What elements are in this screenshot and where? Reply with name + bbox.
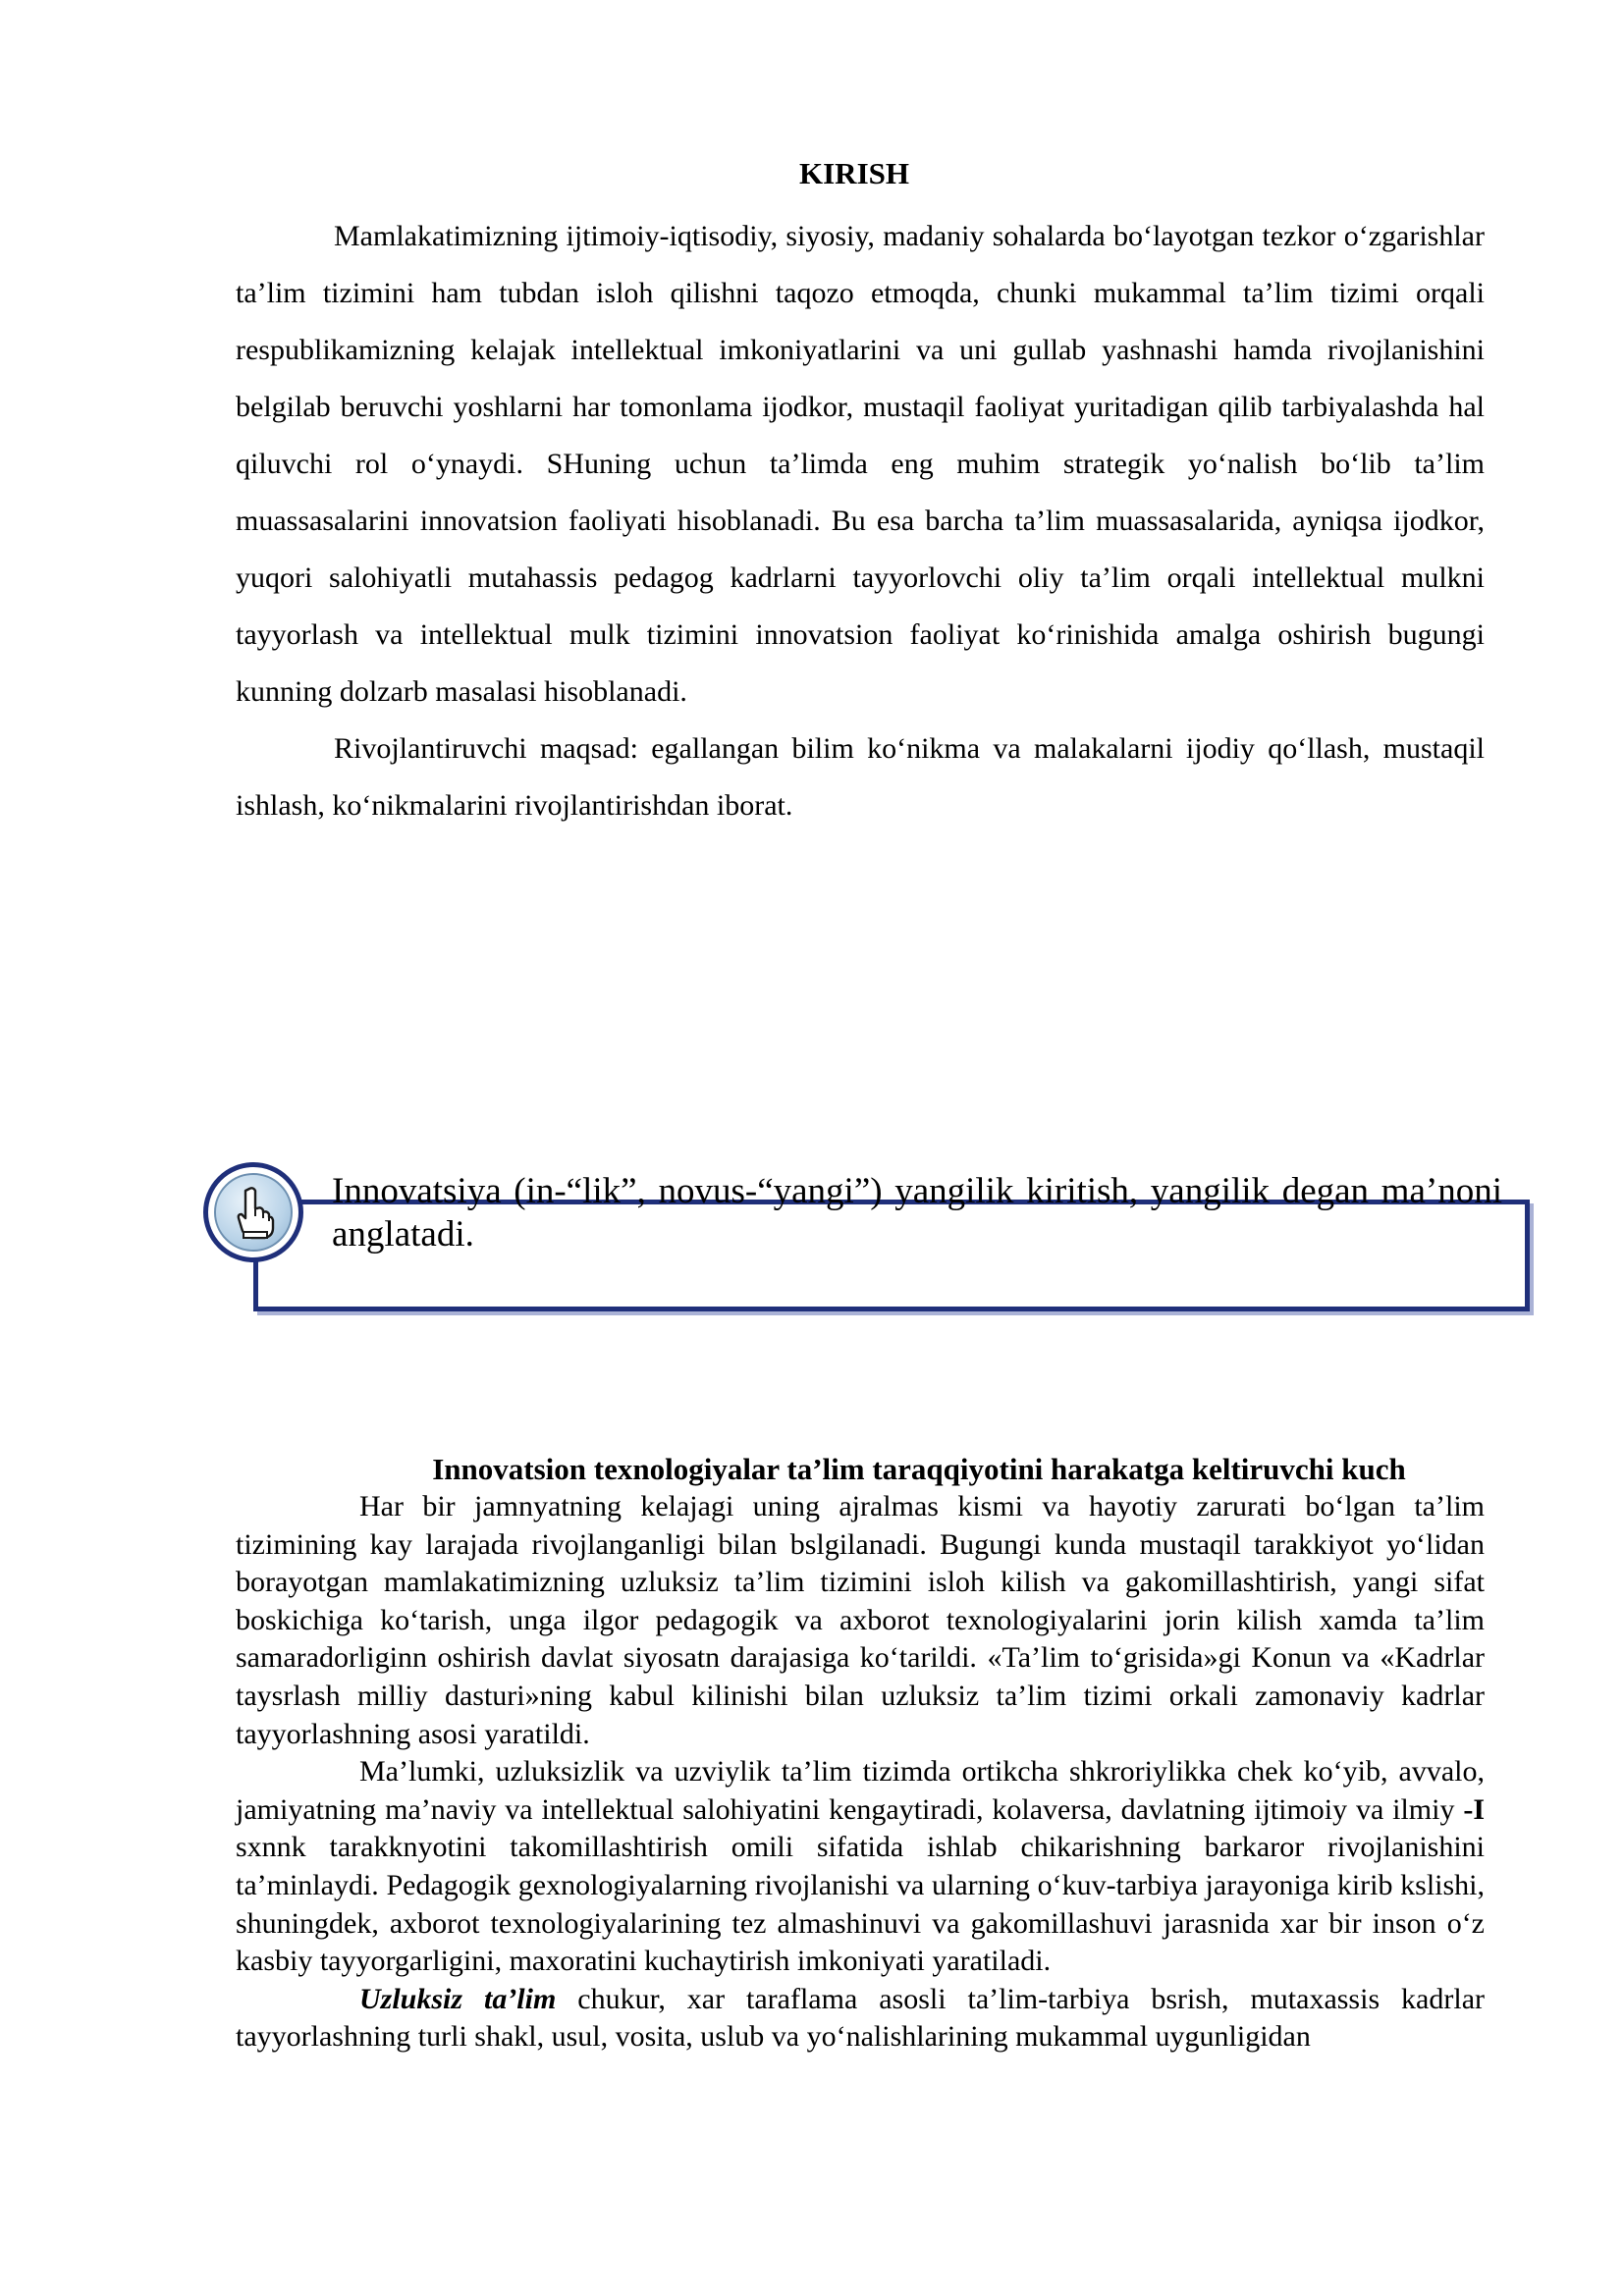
term-uzluksiz-talim: Uzluksiz ta’lim (359, 1982, 557, 2015)
section2-paragraph-2 (236, 1753, 1485, 1981)
section-title-innovatsion: Innovatsion texnologiyalar ta’lim taraqqiyotini harakatga keltiruvchi kuch (432, 1452, 1406, 1486)
section2-paragraph-1: Har bir jamnyatning kelajagi uning ajralmas kismi va hayotiy zarurati bo‘lgan ta’lim tizimining kay larajada rivojlanganligi bilan bslgilanadi. Bugungi kunda mustaqil tarakkiyot yo‘lidan borayotgan mamlakatimizning uzluksiz ta’lim tizimini isloh kilish va gakomillashtirish, yangi sifat boskichiga ko‘tarish, unga ilgor pedagogik va axborot texnologiyalarini jorin kilish xamda ta’lim samaradorliginn oshirish davlat siyosatn darajasiga ko‘tarildi. «Ta’lim to‘grisida»gi Konun va «Kadrlar taysrlash milliy dasturi»ning kabul kilinishi bilan uzluksiz ta’lim tizimi orkali zamonaviy kadrlar tayyorlashning asosi yaratildi. (236, 1490, 1485, 1750)
bold-marker: -I (1463, 1792, 1485, 1826)
section-title-kirish: KIRISH (799, 156, 909, 190)
definition-text: Innovatsiya (in-“lik”, novus-“yangi”) yangilik kiritish, yangilik degan ma’noni anglatadi. (332, 1171, 1502, 1255)
intro-paragraph-2: Rivojlantiruvchi maqsad: egallangan bilim ko‘nikma va malakalarni ijodiy qo‘llash, mustaqil ishlash, ko‘nikmalarini rivojlantirishdan iborat. (236, 732, 1485, 822)
paragraph-2-part-b: sxnnk tarakknyotini takomillashtirish omili sifatida ishlab chikarishning barkaror rivojlanishini ta’minlaydi. Pedagogik gexnologiyalarning rivojlanishi va ularning o‘kuv-tarbiya jarayoniga kirib kslishi, shuningdek, axborot texnologiyalarining tez almashinuvi va gakomillashuvi jarasnida xar bir inson o‘z kasbiy tayyorgarligini, maxoratini kuchaytirish imkoniyati yaratiladi. (236, 1831, 1485, 1978)
pointing-hand-icon (203, 1162, 303, 1262)
paragraph-3-rest: chukur, xar taraflama asosli ta’lim-tarbiya bsrish, mutaxassis kadrlar tayyorlashning turli shakl, usul, vosita, uslub va yo‘nalishlarining mukammal uygunligidan (236, 1982, 1485, 2054)
intro-body (236, 208, 1485, 834)
paragraph-2-part-a: Ma’lumki, uzluksizlik va uzviylik ta’lim tizimda ortikcha shkroriylikka chek ko‘yib, avvalo, jamiyatning ma’naviy va intellektual salohiyatini kengaytiradi, kolaversa, davlatning ijtimoiy va ilmiy (236, 1755, 1485, 1826)
section2-paragraph-3 (236, 1981, 1485, 2056)
section2-body (236, 1488, 1485, 2056)
intro-paragraph-1: Mamlakatimizning ijtimoiy-iqtisodiy, siyosiy, madaniy sohalarda bo‘layotgan tezkor o‘zgarishlar ta’lim tizimini ham tubdan isloh qilishni taqozo etmoqda, chunki mukammal ta’lim tizimi orqali respublikamizning kelajak intellektual imkoniyatlarini va uni gullab yashnashi hamda rivojlanishini belgilab beruvchi yoshlarni har tomonlama ijodkor, mustaqil faoliyat yuritadigan qilib tarbiyalashda hal qiluvchi rol o‘ynaydi. SHuning uchun ta’limda eng muhim strategik yo‘nalish bo‘lib ta’lim muassasalarini innovatsion faoliyati hisoblanadi. Bu esa barcha ta’lim muassasalarida, ayniqsa ijodkor, yuqori salohiyatli mutahassis pedagog kadrlarni tayyorlovchi oliy ta’lim orqali intellektual mulkni tayyorlash va intellektual mulk tizimini innovatsion faoliyat ko‘rinishida amalga oshirish bugungi kunning dolzarb masalasi hisoblanadi. (236, 220, 1485, 708)
